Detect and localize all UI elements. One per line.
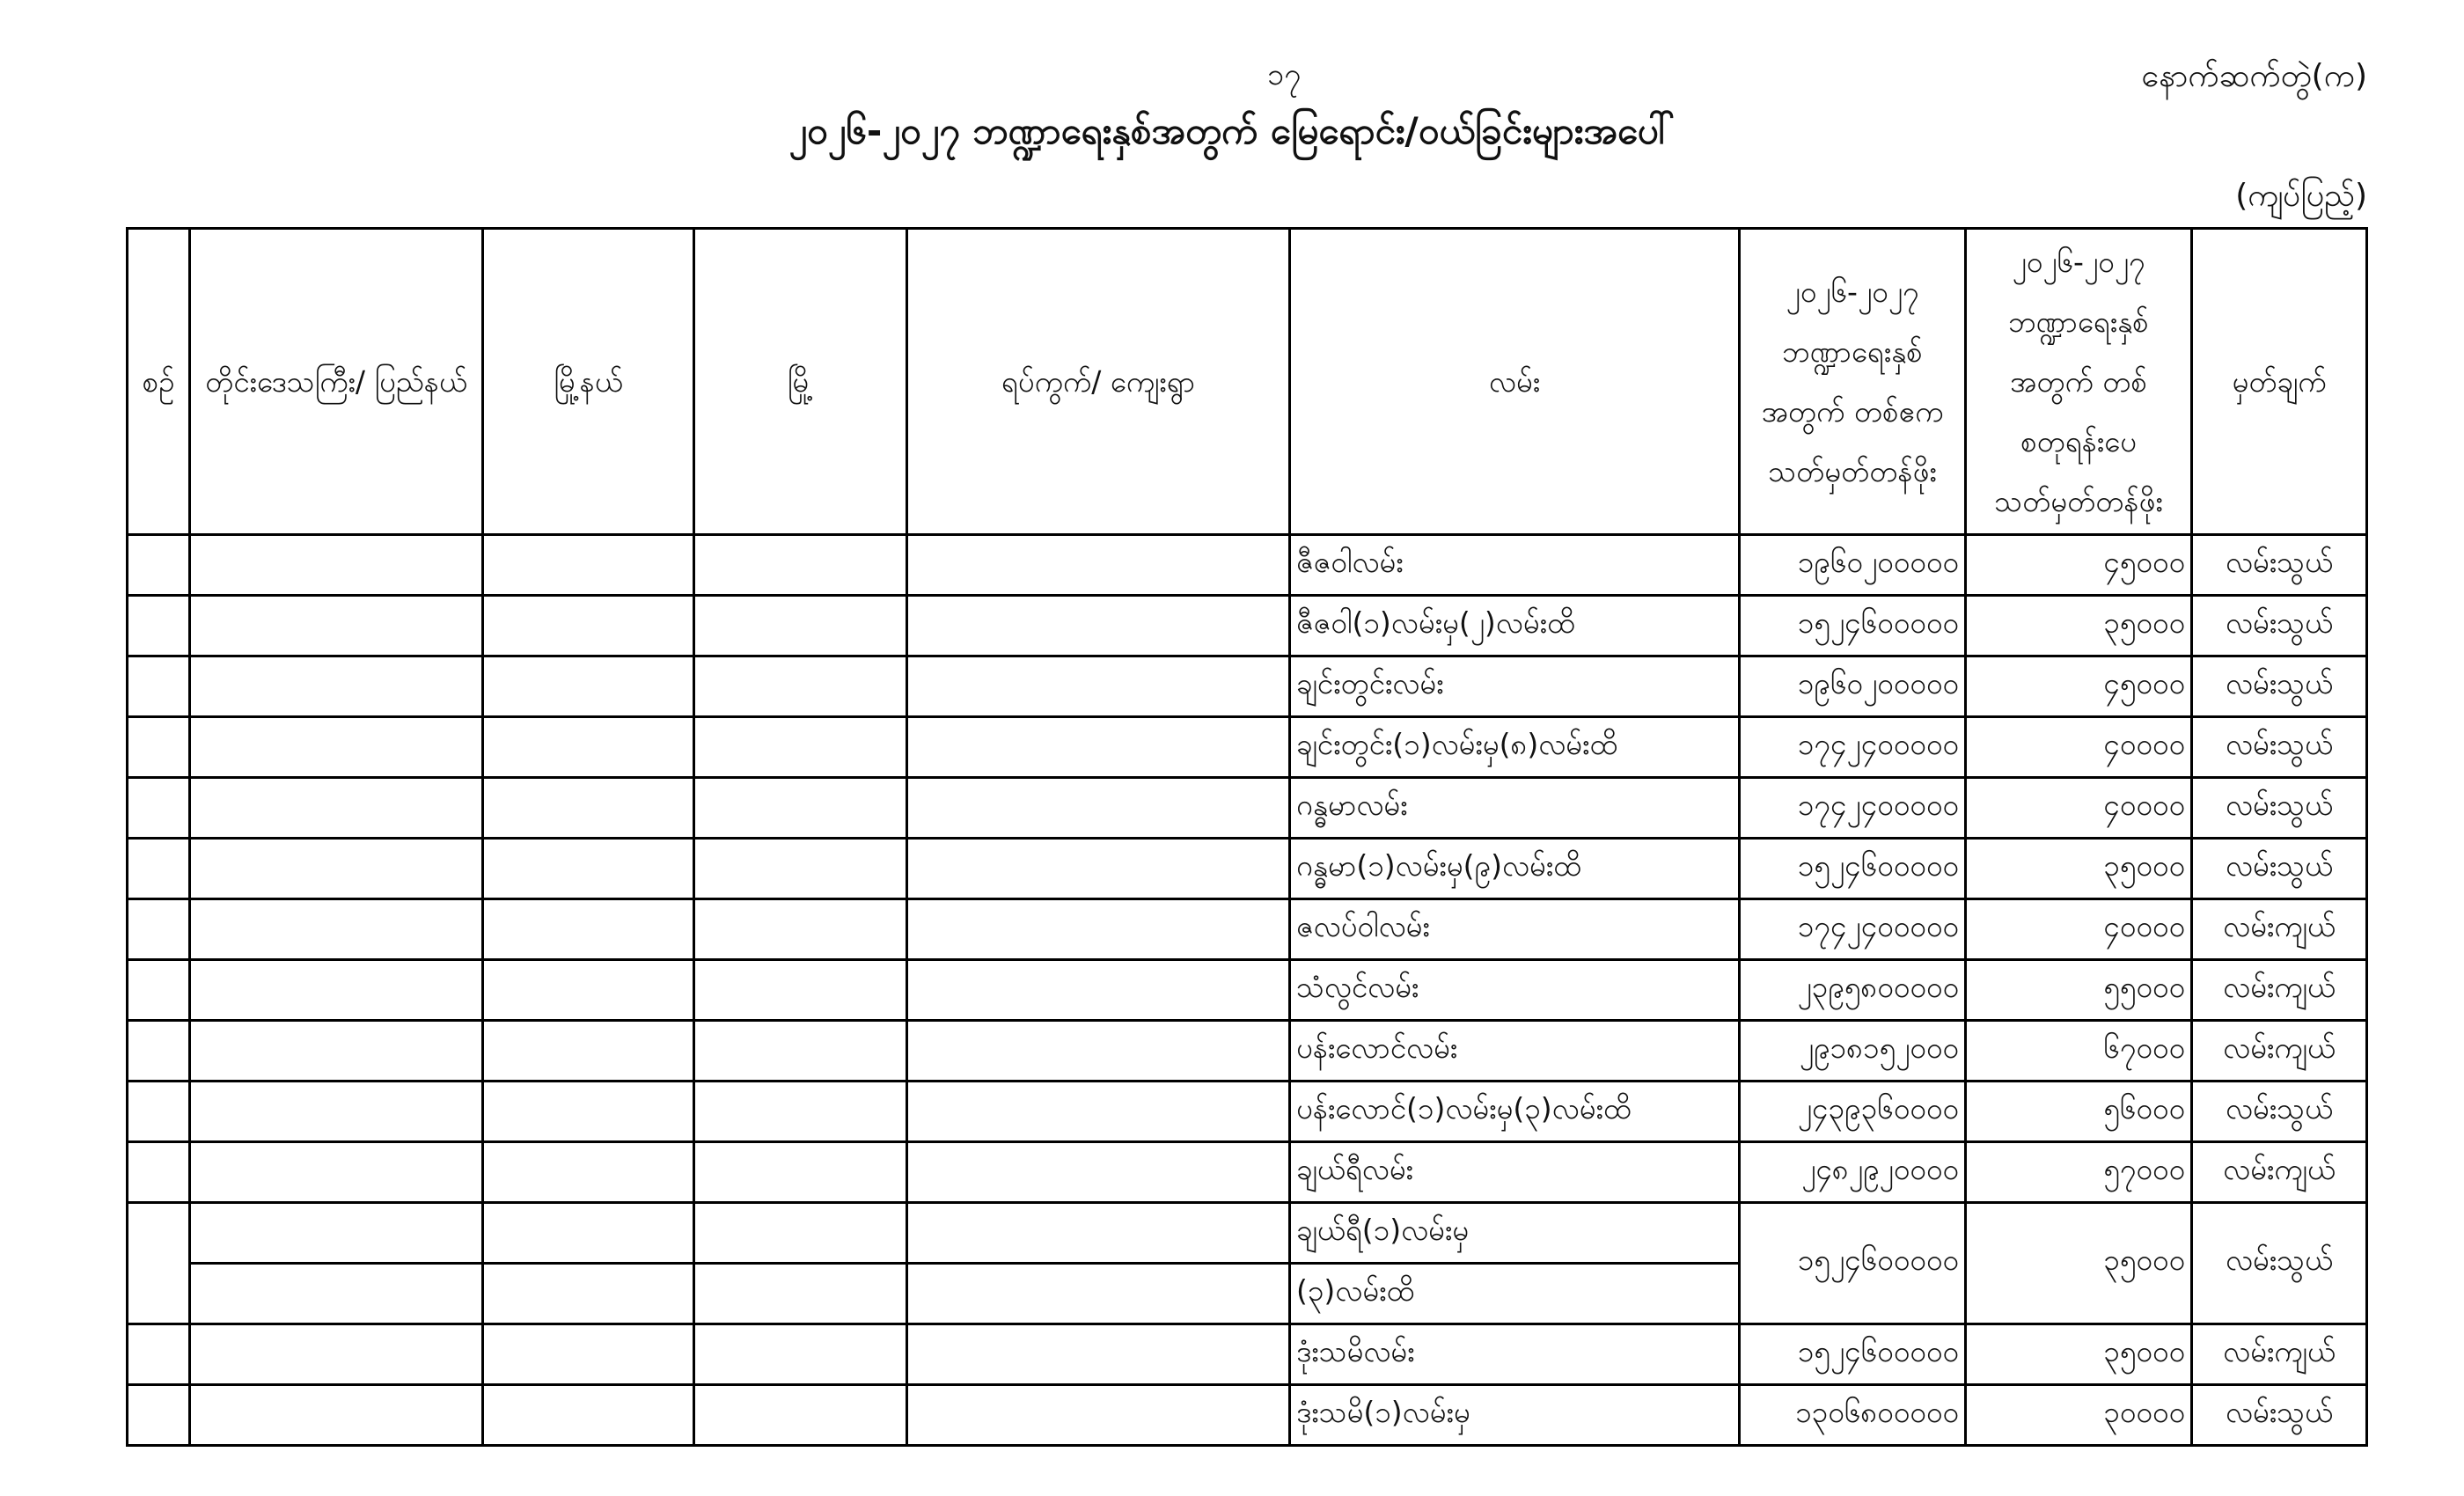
col-header-ward-village: ရပ်ကွက်/ ကျေးရွာ [907,229,1290,535]
table-row [128,778,2367,839]
road-type: လမ်းသွယ် [2192,717,2367,778]
road-type: လမ်းသွယ် [2192,1385,2367,1446]
table-row [128,717,2367,778]
road-name: ဇီဇဝါ(၁)လမ်းမှ(၂)လမ်းထိ [1290,596,1740,656]
value-per-sqft: ၄၀၀၀၀ [1966,899,2192,960]
road-type: လမ်းသွယ် [2192,778,2367,839]
header-row [128,229,2367,535]
road-name-continued: (၃)လမ်းထိ [1290,1264,1740,1324]
table-row [128,1385,2367,1446]
road-type: လမ်းသွယ် [2192,839,2367,899]
col-header-serial: စဉ် [128,229,190,535]
value-per-acre: ၁၇၄၂၄၀၀၀၀၀ [1740,899,1966,960]
value-per-acre: ၂၉၁၈၁၅၂၀၀၀ [1740,1021,1966,1082]
value-per-sqft: ၃၀၀၀၀ [1966,1385,2192,1446]
road-name: ဒုံးသမိလမ်း [1290,1324,1740,1385]
road-name: ချယ်ရီလမ်း [1290,1142,1740,1203]
road-type: လမ်းသွယ် [2192,535,2367,596]
value-per-sqft: ၃၅၀၀၀ [1966,839,2192,899]
col-header-value-per-acre: ၂၀၂၆-၂၀၂၇ ဘဏ္ဍာရေးနှစ် အတွက် တစ်ဧက သတ်မှတ်တန်ဖိုး [1740,229,1966,535]
col-header-town: မြို့ [694,229,907,535]
land-value-table [126,227,2368,1447]
table-row [128,596,2367,656]
currency-unit-label: (ကျပ်ပြည့်) [2235,178,2367,214]
road-name: ဂန္ဓမာလမ်း [1290,778,1740,839]
road-name: ပန်းလောင်(၁)လမ်းမှ(၃)လမ်းထိ [1290,1082,1740,1142]
road-name: ဇလပ်ဝါလမ်း [1290,899,1740,960]
value-per-acre: ၁၉၆၀၂၀၀၀၀၀ [1740,535,1966,596]
value-per-acre: ၁၅၂၄၆၀၀၀၀၀ [1740,596,1966,656]
value-per-sqft: ၃၅၀၀၀ [1966,596,2192,656]
table-row [128,1203,2367,1264]
page-number: ၁၇ [1267,57,1302,92]
road-name: ချင်းတွင်းလမ်း [1290,656,1740,717]
road-type: လမ်းသွယ် [2192,1203,2367,1324]
value-per-sqft: ၃၅၀၀၀ [1966,1203,2192,1324]
road-name: ချယ်ရီ(၁)လမ်းမှ [1290,1203,1740,1264]
table-row [128,899,2367,960]
value-per-acre: ၁၃၀၆၈၀၀၀၀၀ [1740,1385,1966,1446]
value-per-acre: ၂၄၈၂၉၂၀၀၀၀ [1740,1142,1966,1203]
road-type: လမ်းကျယ် [2192,1021,2367,1082]
table-row [128,1021,2367,1082]
col-header-remark: မှတ်ချက် [2192,229,2367,535]
road-type: လမ်းသွယ် [2192,596,2367,656]
road-type: လမ်းကျယ် [2192,899,2367,960]
road-type: လမ်းသွယ် [2192,656,2367,717]
value-per-sqft: ၄၅၀၀၀ [1966,656,2192,717]
table-row [128,960,2367,1021]
value-per-sqft: ၅၆၀၀၀ [1966,1082,2192,1142]
value-per-sqft: ၄၀၀၀၀ [1966,717,2192,778]
value-per-sqft: ၆၇၀၀၀ [1966,1021,2192,1082]
col-header-region: တိုင်းဒေသကြီး/ ပြည်နယ် [190,229,483,535]
value-per-acre: ၁၅၂၄၆၀၀၀၀၀ [1740,839,1966,899]
value-per-sqft: ၅၇၀၀၀ [1966,1142,2192,1203]
table-row [128,1142,2367,1203]
value-per-acre: ၁၅၂၄၆၀၀၀၀၀ [1740,1324,1966,1385]
table-row [128,1082,2367,1142]
col-header-township: မြို့နယ် [483,229,694,535]
value-per-acre: ၂၃၉၅၈၀၀၀၀၀ [1740,960,1966,1021]
road-type: လမ်းသွယ် [2192,1082,2367,1142]
value-per-acre: ၂၄၃၉၃၆၀၀၀၀ [1740,1082,1966,1142]
col-header-value-per-sqft: ၂၀၂၆-၂၀၂၇ ဘဏ္ဍာရေးနှစ် အတွက် တစ်စတုရန်းပေ သတ်မှတ်တန်ဖိုး [1966,229,2192,535]
road-name: ဒုံးသမိ(၁)လမ်းမှ [1290,1385,1740,1446]
value-per-sqft: ၄၅၀၀၀ [1966,535,2192,596]
road-name: ပန်းလောင်လမ်း [1290,1021,1740,1082]
road-name: ဇီဇဝါလမ်း [1290,535,1740,596]
table-row [128,1324,2367,1385]
value-per-sqft: ၅၅၀၀၀ [1966,960,2192,1021]
road-name: ချင်းတွင်း(၁)လမ်းမှ(၈)လမ်းထိ [1290,717,1740,778]
road-type: လမ်းကျယ် [2192,960,2367,1021]
value-per-acre: ၁၅၂၄၆၀၀၀၀၀ [1740,1203,1966,1324]
road-name: ဂန္ဓမာ(၁)လမ်းမှ(၉)လမ်းထိ [1290,839,1740,899]
table-row [128,839,2367,899]
value-per-acre: ၁၇၄၂၄၀၀၀၀၀ [1740,717,1966,778]
value-per-acre: ၁၇၄၂၄၀၀၀၀၀ [1740,778,1966,839]
road-name: သံလွင်လမ်း [1290,960,1740,1021]
annex-label: နောက်ဆက်တွဲ(က) [2141,58,2367,94]
table-row [128,656,2367,717]
value-per-sqft: ၃၅၀၀၀ [1966,1324,2192,1385]
table-row [128,535,2367,596]
value-per-acre: ၁၉၆၀၂၀၀၀၀၀ [1740,656,1966,717]
road-type: လမ်းကျယ် [2192,1142,2367,1203]
road-type: လမ်းကျယ် [2192,1324,2367,1385]
document-title: ၂၀၂၆-၂၀၂၇ ဘဏ္ဍာရေးနှစ်အတွက် မြေရောင်း/ဝယ်ခြင်းများအပေါ် [788,109,1676,152]
col-header-road: လမ်း [1290,229,1740,535]
value-per-sqft: ၄၀၀၀၀ [1966,778,2192,839]
